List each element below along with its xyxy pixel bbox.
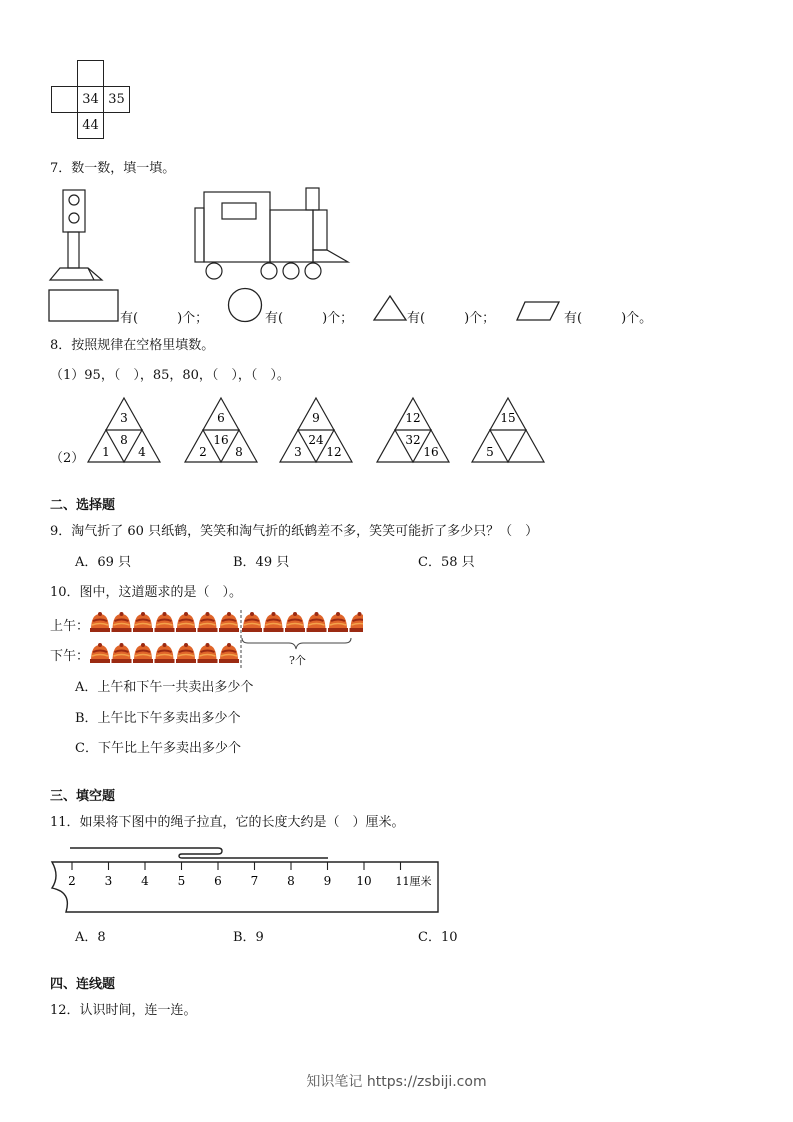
triangle-count-label: 有( )个； [407,311,496,326]
net-cell-34: 34 [77,86,104,113]
number-triangle [185,398,257,462]
ruler-tick-label: 7 [250,874,259,888]
q10-option-c[interactable]: C．下午比上午多卖出多少个 [75,741,241,756]
pm-hats-row [90,643,239,663]
hat-icon [176,643,196,663]
number-triangle [88,398,160,462]
triangle-right-number: 12 [326,445,342,459]
triangle-top-number: 12 [405,411,421,425]
net-cell-44: 44 [77,112,104,139]
rect-count-label: 有( )个； [120,311,209,326]
q9-title: 9．淘气折了 60 只纸鹤，笑笑和淘气折的纸鹤差不多，笑笑可能折了多少只？（ ） [50,524,539,539]
section-2-heading: 二、选择题 [50,498,116,513]
ruler-figure [46,840,446,916]
ruler-tick-label: 3 [104,874,113,888]
number-triangle [280,398,352,462]
q11-option-b[interactable]: B．9 [233,930,264,945]
q8-part2-label: （2） [50,451,85,466]
circle-count-label: 有( )个； [265,311,354,326]
ruler-tick-label: 10 [356,874,372,888]
triangle-right-number: 4 [138,445,146,459]
triangle-right-number: 16 [423,445,439,459]
hat-icon [155,612,175,632]
triangle-icon [372,294,408,322]
number-triangle [377,398,449,462]
net-cell-top [77,60,104,87]
q9-option-a[interactable]: A．69 只 [75,555,132,570]
hat-icon [133,612,153,632]
ruler-tick-label: 9 [323,874,332,888]
net-cell-35: 35 [103,86,130,113]
ruler-tick-label: 11厘米 [395,875,432,888]
hat-icon [198,612,218,632]
am-hats-row [90,612,363,632]
hat-icon [198,643,218,663]
triangle-top-number: 6 [217,411,225,425]
rectangle-icon [48,289,120,323]
triangle-left-number: 3 [294,445,302,459]
q7-title: 7．数一数，填一填。 [50,161,176,176]
q8-part1: （1）95，（ ），85，80，（ ），（ ）。 [50,368,290,383]
hat-icon [176,612,196,632]
triangle-mid-number: 8 [120,433,128,447]
triangle-right-number: 8 [235,445,243,459]
section-3-heading: 三、填空题 [50,789,116,804]
net-cell-left [51,86,78,113]
q10-option-b[interactable]: B．上午比下午多卖出多少个 [75,711,241,726]
hat-icon [242,612,262,632]
hat-icon [112,643,132,663]
hat-icon [90,643,110,663]
number-triangles [0,395,793,465]
q10-question-mark: ?个 [289,654,306,667]
q10-pm-label: 下午： [50,649,90,664]
hat-icon [219,643,239,663]
ruler-tick-label: 2 [68,874,76,888]
triangle-left-number: 2 [199,445,207,459]
triangle-mid-number: 32 [405,433,421,447]
q11-title: 11．如果将下图中的绳子拉直，它的长度大约是（ ）厘米。 [50,815,405,830]
q8-title: 8．按照规律在空格里填数。 [50,338,215,353]
page-footer: 知识笔记 https://zsbiji.com [306,1074,487,1090]
triangle-left-number: 1 [102,445,110,459]
triangle-mid-number: 24 [308,433,324,447]
section-4-heading: 四、连线题 [50,977,116,992]
parallelogram-icon [515,300,561,322]
hat-icon [112,612,132,632]
ruler-tick-label: 5 [177,874,186,888]
hat-icon [307,612,327,632]
q12-title: 12．认识时间，连一连。 [50,1003,197,1018]
hats-figure [88,610,363,670]
ruler-tick-label: 6 [214,874,222,888]
hat-icon [90,612,110,632]
hat-icon [155,643,175,663]
triangle-top-number: 9 [312,411,320,425]
hat-icon [285,612,305,632]
q11-option-c[interactable]: C．10 [418,930,458,945]
hat-icon [219,612,239,632]
circle-icon [227,287,265,325]
q11-option-a[interactable]: A．8 [75,930,106,945]
number-triangle [472,398,544,462]
triangle-left-number: 5 [486,445,494,459]
triangle-top-number: 3 [120,411,128,425]
hat-icon [133,643,153,663]
parallelogram-count-label: 有( )个。 [564,311,653,326]
hat-icon [350,612,364,632]
traffic-light-figure [46,188,106,283]
train-figure [190,186,352,282]
q9-option-c[interactable]: C．58 只 [418,555,475,570]
hat-icon [328,612,348,632]
ruler-tick-label: 8 [287,874,295,888]
triangle-mid-number: 16 [213,433,229,447]
triangle-top-number: 15 [500,411,516,425]
ruler-tick-label: 4 [141,874,149,888]
q10-am-label: 上午： [50,619,90,634]
q10-option-a[interactable]: A．上午和下午一共卖出多少个 [75,680,254,695]
q9-option-b[interactable]: B．49 只 [233,555,290,570]
q10-title: 10．图中，这道题求的是（ ）。 [50,585,243,600]
hat-icon [264,612,284,632]
